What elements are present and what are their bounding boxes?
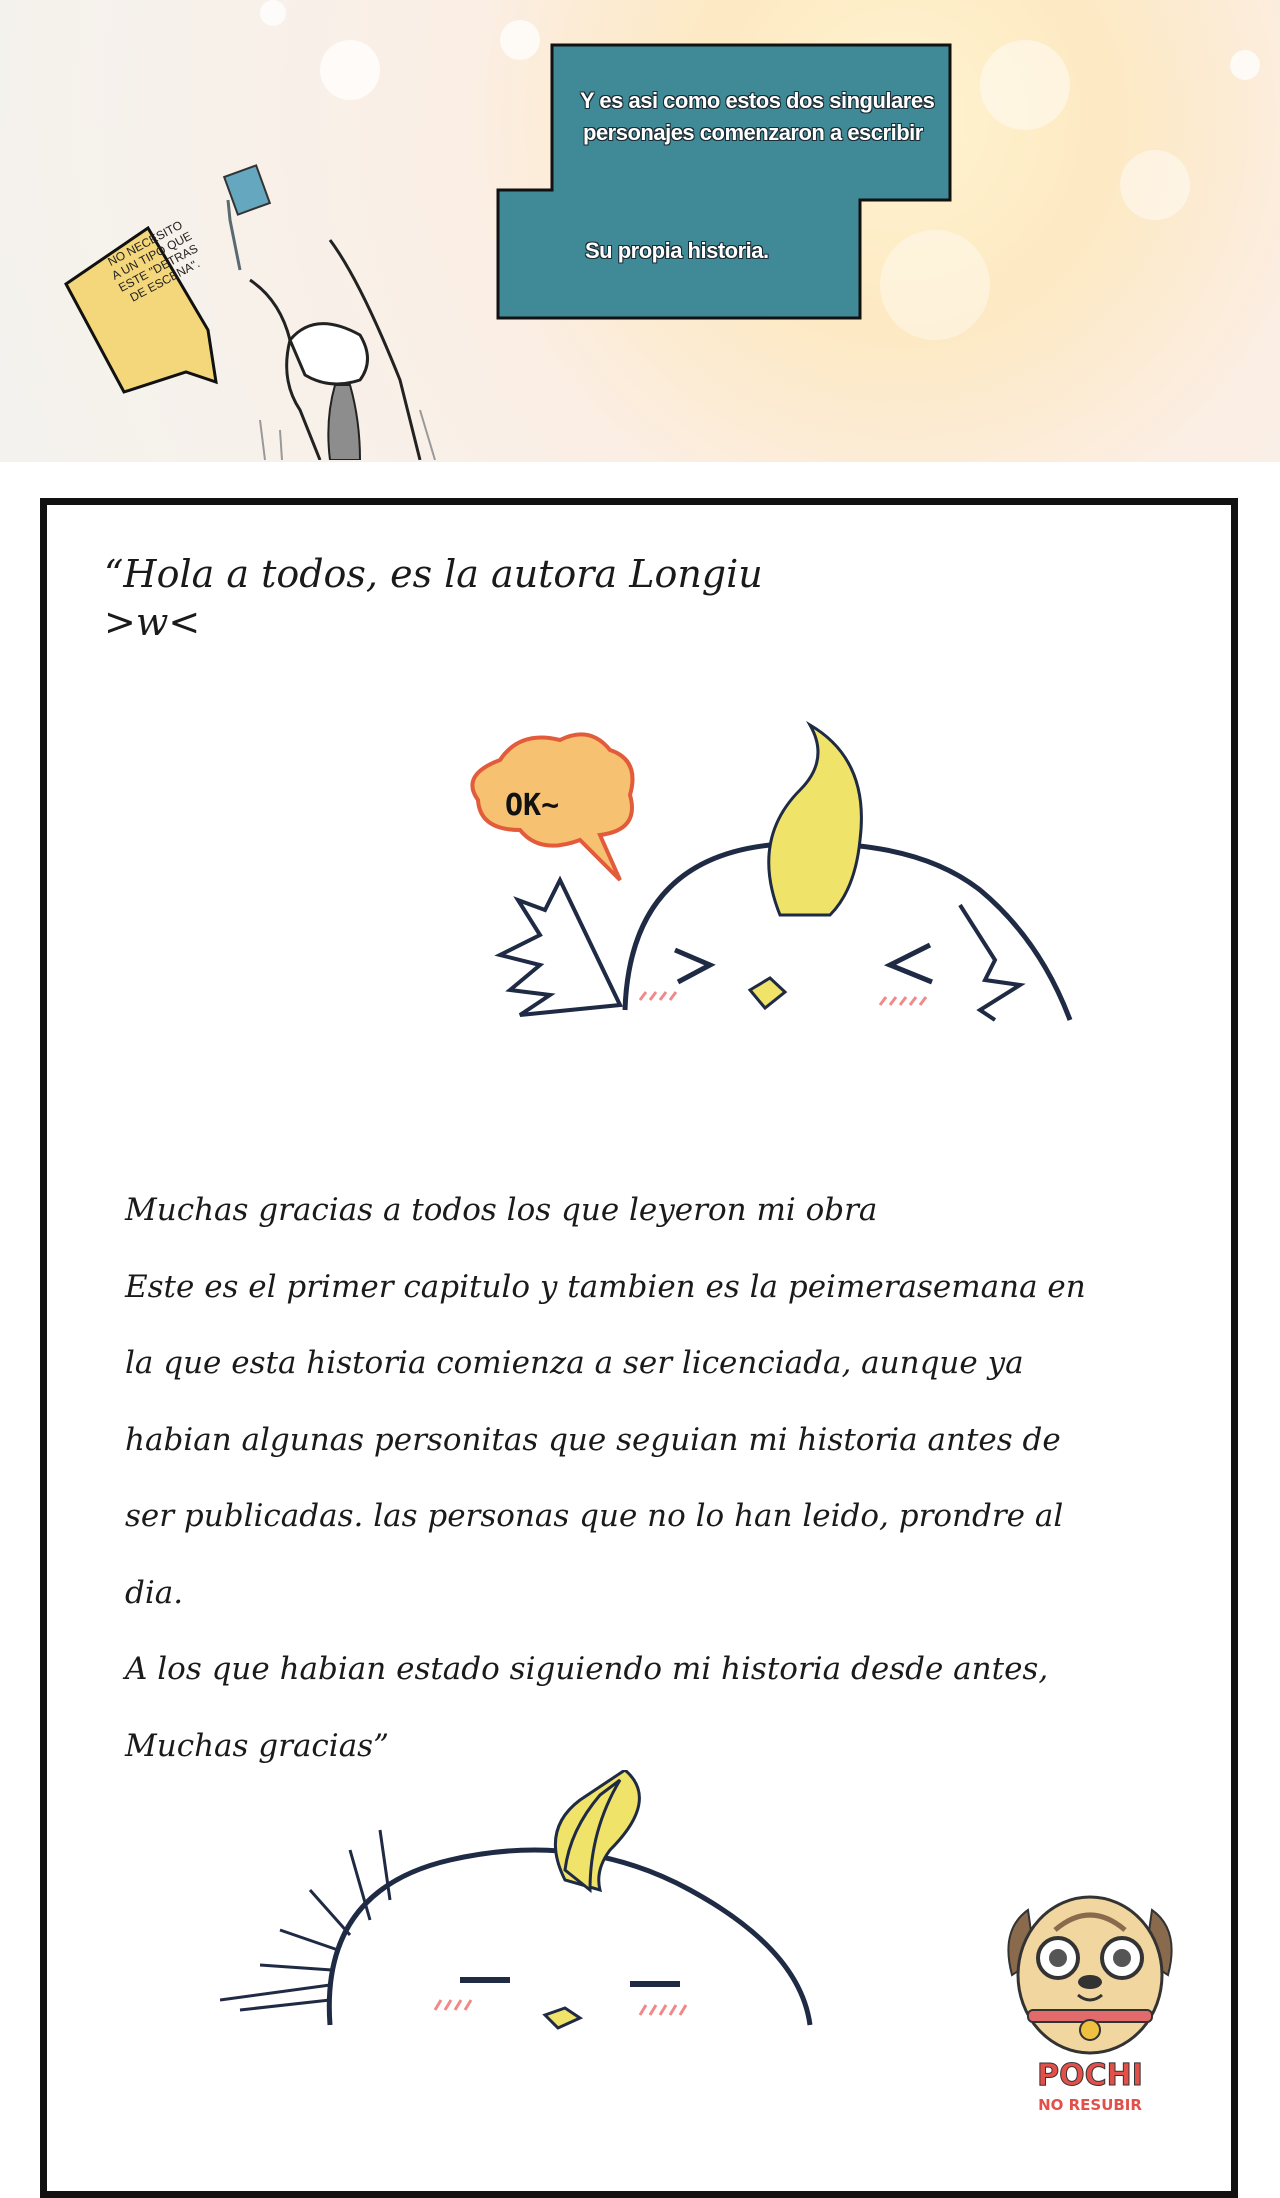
watermark-name: POCHI: [1037, 2058, 1143, 2093]
watermark-tagline: NO RESUBIR: [1038, 2096, 1142, 2114]
note-line: A los que habian estado siguiendo mi historia desde antes,: [125, 1651, 1049, 1687]
note-line: ser publicadas. las personas que no lo han leido, prondre al: [125, 1498, 1064, 1534]
pug-dog-icon: [1000, 1870, 1180, 2120]
narration-box-shape: [498, 45, 950, 318]
note-line: habian algunas personitas que seguian mi historia antes de: [125, 1421, 1061, 1458]
narration-line-1: Y es asi como estos dos singulares: [580, 88, 935, 113]
note-line: la que esta historia comienza a ser licenciada, aunque ya: [125, 1345, 1024, 1381]
note-line: Muchas gracias a todos los que leyeron mi obra: [125, 1192, 878, 1228]
note-line: dia.: [125, 1574, 184, 1611]
chick-character-icon: [440, 720, 1090, 1050]
note-line: Muchas gracias”: [125, 1727, 389, 1764]
side-bubble-text: NO NECESITO A UN TIPO QUE ESTE "DETRAS DE ESCENA".: [105, 217, 203, 305]
narration-line-3: Su propia historia.: [585, 238, 769, 263]
cat-character-icon: [220, 160, 460, 460]
top-comic-panel: [0, 0, 1280, 462]
speech-bubble-text: OK~: [505, 788, 560, 823]
author-greeting: “Hola a todos, es la autora Longiu >w<: [104, 552, 763, 644]
note-line: Este es el primer capitulo y tambien es la peimerasemana en: [125, 1268, 1086, 1305]
author-note-body: [125, 1180, 1145, 1792]
sleeping-chick-icon: [220, 1770, 840, 2050]
narration-line-2: personajes comenzaron a escribir: [583, 120, 923, 145]
